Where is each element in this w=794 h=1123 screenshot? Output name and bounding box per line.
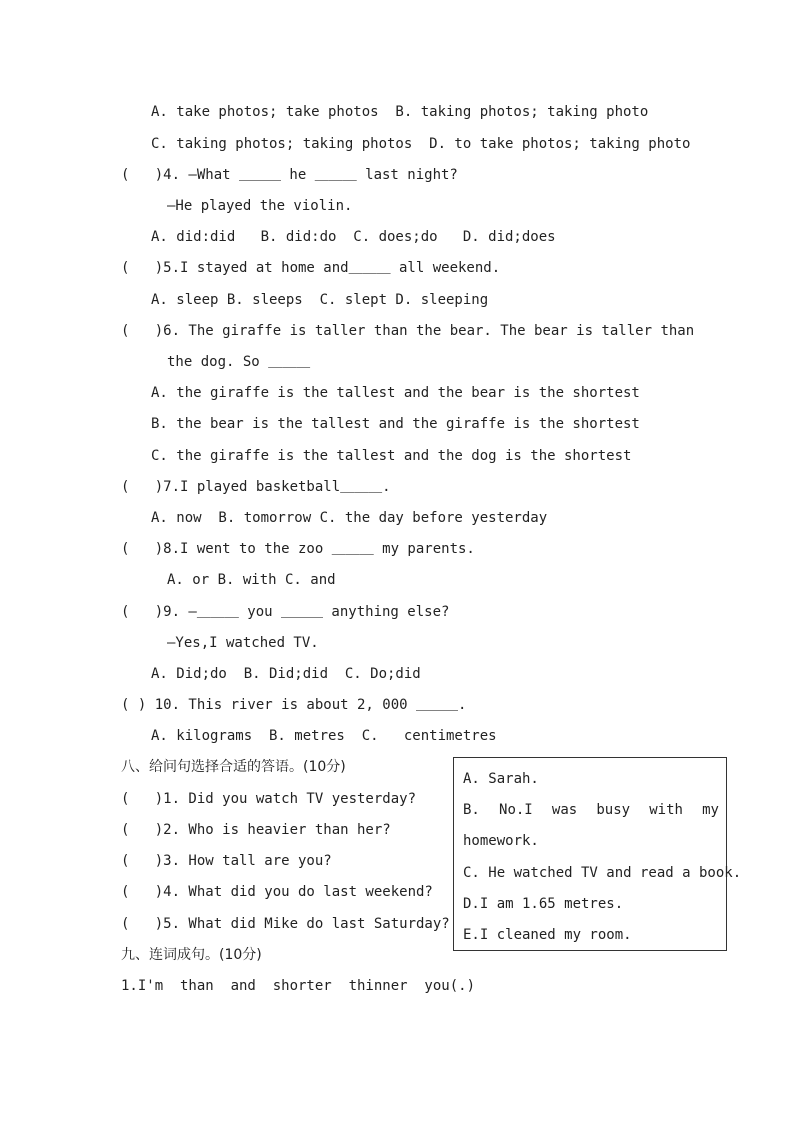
q5-stem: ( )5.I stayed at home and＿＿＿ all weekend. — [121, 260, 501, 276]
section8-question-5: ( )5. What did Mike do last Saturday? — [121, 916, 450, 932]
q4-options: A. did:did B. did:do C. does;do D. did;does — [151, 229, 556, 245]
section8-question-2: ( )2. Who is heavier than her? — [121, 822, 391, 838]
answer-option-b-word: my — [702, 802, 719, 818]
q5-options: A. sleep B. sleeps C. slept D. sleeping — [151, 292, 489, 308]
section8-heading: 八、给问句选择合适的答语。(10分) — [121, 759, 346, 775]
q4-stem: ( )4. —What ＿＿＿ he ＿＿＿ last night? — [121, 167, 458, 183]
q6-stem: ( )6. The giraffe is taller than the bear. The bear is taller than — [121, 323, 695, 339]
answer-options-box — [453, 757, 742, 951]
q9-options: A. Did;do B. Did;did C. Do;did — [151, 666, 421, 682]
q6-stem-cont: the dog. So ＿＿＿ — [167, 354, 311, 370]
q10-options: A. kilograms B. metres C. centimetres — [151, 728, 497, 744]
q6-option-b: B. the bear is the tallest and the giraffe is the shortest — [151, 416, 640, 432]
q9-reply: —Yes,I watched TV. — [167, 635, 319, 651]
q6-option-c: C. the giraffe is the tallest and the dog is the shortest — [151, 448, 632, 464]
q6-option-a: A. the giraffe is the tallest and the bear is the shortest — [151, 385, 640, 401]
answer-option-b-word: B. — [463, 802, 480, 818]
q3-options-cd: C. taking photos; taking photos D. to take photos; taking photo — [151, 136, 691, 152]
section8-question-3: ( )3. How tall are you? — [121, 853, 332, 869]
answer-option-e: E.I cleaned my room. — [463, 927, 632, 943]
q8-stem: ( )8.I went to the zoo ＿＿＿ my parents. — [121, 541, 475, 557]
q9-stem: ( )9. —＿＿＿ you ＿＿＿ anything else? — [121, 604, 450, 620]
answer-option-b-word: busy — [596, 802, 631, 818]
answer-option-c: C. He watched TV and read a book. — [463, 865, 742, 881]
section9-heading: 九、连词成句。(10分) — [121, 947, 262, 963]
q8-options: A. or B. with C. and — [167, 572, 336, 588]
answer-option-b-word: No.I — [499, 802, 533, 818]
section8-question-4: ( )4. What did you do last weekend? — [121, 884, 433, 900]
answer-option-b-cont: homework. — [463, 833, 539, 849]
answer-option-b — [463, 801, 719, 819]
section9-question-1: 1.I'm than and shorter thinner you(.) — [121, 978, 476, 994]
answer-option-d: D.I am 1.65 metres. — [463, 896, 624, 912]
q7-options: A. now B. tomorrow C. the day before yesterday — [151, 510, 548, 526]
section8-question-1: ( )1. Did you watch TV yesterday? — [121, 791, 417, 807]
q7-stem: ( )7.I played basketball＿＿＿. — [121, 479, 391, 495]
q4-reply: —He played the violin. — [167, 198, 353, 214]
answer-option-a: A. Sarah. — [463, 771, 539, 787]
answer-option-b-word: with — [649, 802, 683, 818]
q3-options-ab: A. take photos; take photos B. taking photos; taking photo — [151, 104, 649, 120]
answer-option-b-word: was — [551, 802, 578, 818]
q10-stem: ( ) 10. This river is about 2, 000 ＿＿＿. — [121, 697, 467, 713]
